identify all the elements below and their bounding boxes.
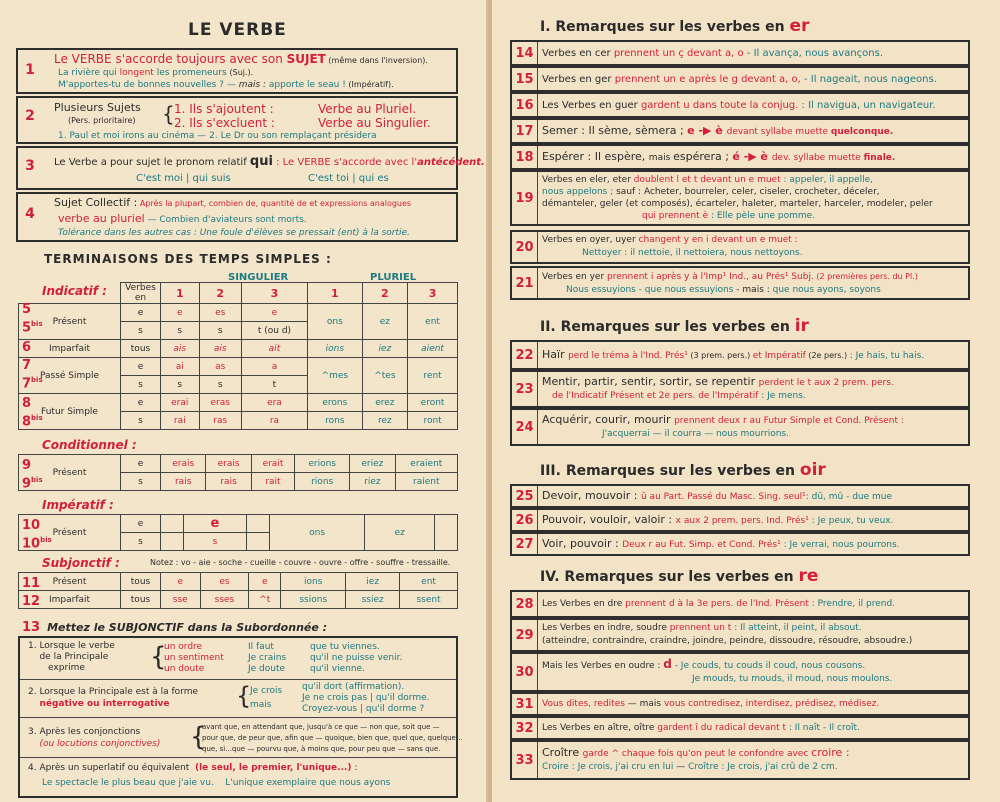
table-title: TERMINAISONS DES TEMPS SIMPLES : [44,252,332,266]
rule-4-line-1: Sujet Collectif : Après la plupart, combien de, quantité de et expressions analogues [54,196,412,209]
rule-16: 16 Les Verbes en guer gardent u dans toute la conjug. : Il navigua, un navigateur. [510,92,970,118]
rule-4-line-3: Tolérance dans les autres cas : Une foule d'élèves se pressait (ent) à la sortie. [58,228,410,238]
row-number: 7 [22,358,32,373]
rule-number: 4 [25,206,35,222]
r13-row-4: 4. Après un superlatif ou équivalent (le seul, le premier, l'unique...) : Le spectacle le plus beau que j'aie vu. L'unique exemplaire que nous ayons [28,763,391,788]
rule-25: 25 Devoir, mouvoir : û au Part. Passé du Masc. Sing. seul¹: dû, mû - due mue [510,484,970,508]
rule-28: 28 Les Verbes en dre prennent d à la 3e pers. de l'Ind. Présent : Prendre, il prend. [510,590,970,618]
row-number: 6 [22,340,32,355]
right-page [492,0,1000,802]
singulier-header: SINGULIER [228,272,289,283]
section-ir-title: II. Remarques sur les verbes en ir [540,316,809,336]
indicatif-header: Indicatif : [42,284,107,298]
rule-19: 19 Verbes en eler, eter doublent l et t devant un e muet : appeler, il appelle, nous appelons ; sauf : Acheter, bourreler, celer, ciseler, crocheter, déceler, démanteler, geler (et composés), écarteler, haleter, marteler, harceler, modeler, peler qui prennent è : Elle pèle une pomme. [510,170,970,226]
row-number: $9^{bis}$ [22,476,43,492]
section-oir-title: III. Remarques sur les verbes en oir [540,460,826,480]
row-number: $10^{bis}$ [22,536,52,552]
rule-number: 1 [25,62,35,78]
rule-2-box [16,96,458,144]
pluriel-header: PLURIEL [370,272,417,283]
rule-number: 2 [25,108,35,124]
subjonctif-note: Notez : vo - aie - soche - cueille - couvre - ouvre - offre - souffre - tressaille. [150,558,451,567]
row-number: $7^{bis}$ [22,376,43,392]
row-number: $5^{bis}$ [22,320,43,336]
rule-3-example-1: C'est moi | qui suis [136,173,231,184]
row-number: 9 [22,458,32,473]
section-er-title: I. Remarques sur les verbes en er [540,16,810,36]
rule-31: 31 Vous dites, redites — mais vous contredisez, interdisez, prédisez, médisez. [510,692,970,716]
rule-4-line-2: verbe au pluriel — Combien d'aviateurs sont morts. [58,212,307,225]
rule-13-title: 13 Mettez le SUBJONCTIF dans la Subordonnée : [22,620,328,635]
r13-row-2: 2. Lorsque la Principale est à la forme négative ou interrogative { Je crois mais qu'il dort (affirmation). Je ne crois pas | qu'il dorme. Croyez-vous | qu'il dorme ? [20,680,456,718]
rule-2-case-2: 2. Ils s'excluent : [174,116,275,130]
rule-30: 30 Mais les Verbes en oudre : d - Je couds, tu couds il coud, nous cousons. Je mouds, tu mouds, il moud, nous moulons. [510,652,970,692]
rule-3-example-2: C'est toi | qui es [308,173,389,184]
rule-2-note: (Pers. prioritaire) [68,116,136,125]
rule-13-box [18,636,463,798]
r13-row-3: 3. Après les conjonctions (ou locutions conjonctives) { avant que, en attendant que, jusqu'à ce que — non que, soit que — pour que, de peur que, afin que — quoique, bien que, quel que, quelque... que, si...que — pourvu que, à moins que, pour peu que — sans que. [20,718,456,758]
rule-26: 26 Pouvoir, vouloir, valoir : x aux 2 prem. pers. Ind. Prés¹ : Je peux, tu veux. [510,508,970,532]
rule-15: 15 Verbes en ger prennent un e après le g devant a, o, - Il nageait, nous nageons. [510,66,970,92]
section-re-title: IV. Remarques sur les verbes en re [540,566,819,586]
rule-3-line-1: Le Verbe a pour sujet le pronom relatif qui : Le VERBE s'accorde avec l'antécédent. [54,154,485,169]
row-number: 11 [22,576,41,591]
imperatif-table: Présent e e ons ez s s [18,514,458,551]
brace: { [162,102,175,126]
row-number: 5 [22,302,32,317]
rule-1-line-3: M'apportes-tu de bonnes nouvelles ? — mais : apporte le seau ! (Impératif). [58,80,394,90]
row-number: 12 [22,594,41,609]
row-number: 10 [22,518,41,533]
rule-1-line-1: Le VERBE s'accorde toujours avec son SUJET (même dans l'inversion). [54,52,428,66]
rule-number: 3 [25,158,35,174]
rule-27: 27 Voir, pouvoir : Deux r au Fut. Simp. et Cond. Prés¹ : Je verrai, nous pourrons. [510,532,970,556]
rule-29: 29 Les Verbes en indre, soudre prennent un t : Il atteint, il peint, il absout. (atteindre, contraindre, craindre, joindre, peindre, dissoudre, résoudre, absoudre.) [510,618,970,652]
rule-23: 23 Mentir, partir, sentir, sortir, se repentir perdent le t aux 2 prem. pers. de l'Indicatif Présent et 2e pers. de l'Impératif : Je mens. [510,370,970,408]
r13-row-1: 1. Lorsque le verbe de la Principale exprime { un ordre un sentiment un doute Il faut Je crains Je doute que tu viennes. qu'il ne puisse venir. qu'il vienne. [20,638,456,680]
rule-18: 18 Espérer : Il espère, mais espérera ; é -▶ è dev. syllabe muette finale. [510,144,970,170]
rule-22: 22 Haïr perd le tréma à l'Ind. Prés¹ (3 prem. pers.) et Impératif (2e pers.) : Je hais, tu hais. [510,340,970,370]
indicatif-table: Verbes en 1 2 3 1 2 3 Présent e e es e ons ez ent s s s t (ou d) Imparfait tous ais ais ait ions iez aient Passé Simple e ai as a ^mes ^tes rent s s s t Futur Simple e erai eras era erons erez eront s rai ras ra rons rez ront [18,282,458,430]
rule-32: 32 Les Verbes en aître, oître gardent î du radical devant t : Il naît - Il croît. [510,716,970,740]
row-number: 8 [22,396,32,411]
rule-1-box [16,48,458,94]
imperatif-header: Impératif : [42,498,114,512]
rule-3-box [16,146,485,190]
rule-14: 14 Verbes en cer prennent un ç devant a, o - Il avança, nous avançons. [510,40,970,66]
rule-2-case-1: 1. Ils s'ajoutent : [174,102,274,116]
rule-1-line-2: La rivière qui longent les promeneurs (Suj.). [58,68,254,78]
rule-24: 24 Acquérir, courir, mourir prennent deux r au Futur Simple et Cond. Présent : J'acquerrai — il courra — nous mourrions. [510,408,970,446]
rule-17: 17 Semer : Il sème, sèmera ; e -▶ è devant syllabe muette quelconque. [510,118,970,144]
conditionnel-header: Conditionnel : [42,438,137,452]
conditionnel-table: Présent e erais erais erait erions eriez eraient s rais rais rait rions riez raient [18,454,458,491]
left-page [0,0,488,802]
rule-21: 21 Verbes en yer prennent i après y à l'Imp¹ Ind., au Prés¹ Subj. (2 premières pers. du Pl.) Nous essuyions - que nous essuyions - mais : que nous ayons, soyons [510,266,970,300]
rule-20: 20 Verbes en oyer, uyer changent y en i devant un e muet : Nettoyer : il nettoie, il nettoiera, nous nettoyons. [510,230,970,264]
page-title: LE VERBE [188,20,287,40]
rule-33: 33 Croître garde ^ chaque fois qu'on peut le confondre avec croire : Croire : Je crois, j'ai cru en lui — Croître : Je crois, j'ai crû de 2 cm. [510,740,970,780]
subjonctif-header: Subjonctif : [42,556,120,570]
rule-2-example: 1. Paul et moi irons au cinéma — 2. Le Dr ou son remplaçant présidera [58,131,377,141]
row-number: $8^{bis}$ [22,414,43,430]
rule-4-box [16,192,458,242]
rule-2-subject: Plusieurs Sujets [54,101,141,114]
rule-2-result-2: Verbe au Singulier. [318,116,431,130]
rule-2-result-1: Verbe au Pluriel. [318,102,417,116]
subjonctif-table: Présent tous e es e ions iez ent Imparfait tous sse sses ^t ssions ssiez ssent [18,572,458,609]
